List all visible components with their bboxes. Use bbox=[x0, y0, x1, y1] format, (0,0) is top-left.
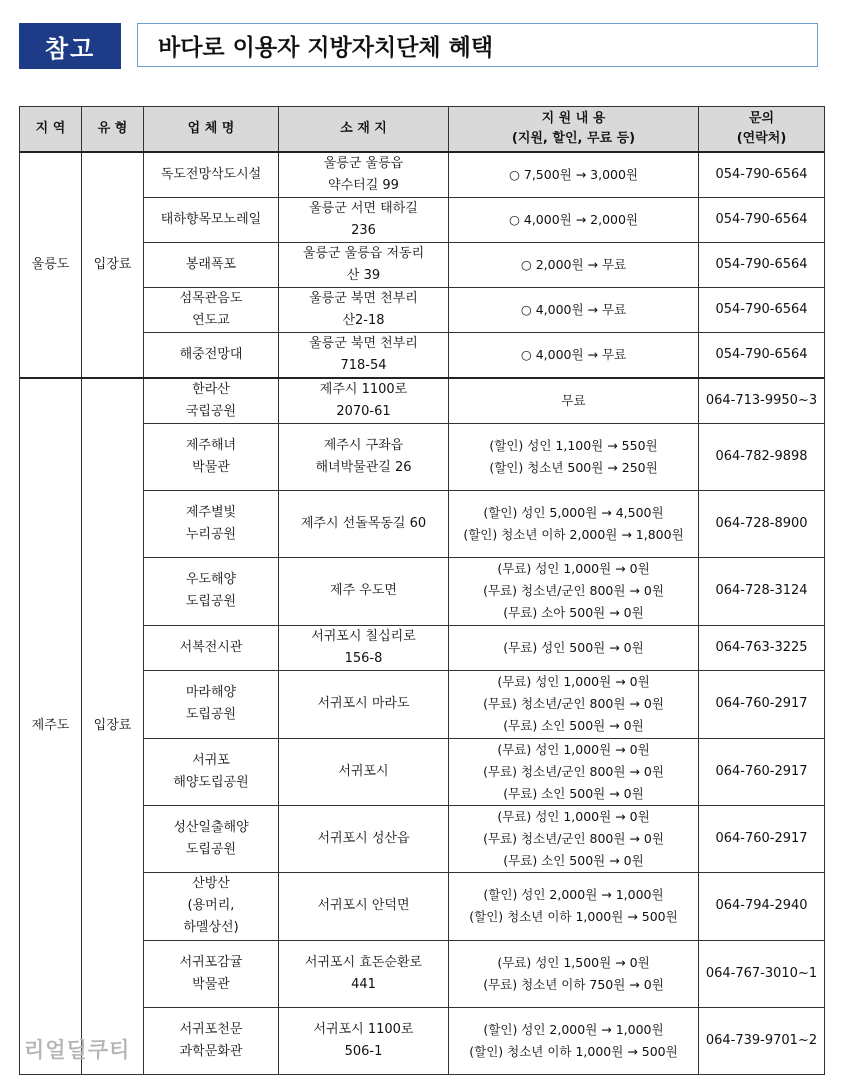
contact-cell: 064-794-2940 bbox=[699, 872, 825, 940]
support-line: ○ 2,000원 → 무료 bbox=[520, 256, 627, 272]
location-cell: 울릉군 북면 천부리 718-54 bbox=[279, 332, 449, 378]
benefits-table bbox=[19, 106, 825, 1075]
business-name-cell: 섬목관음도 연도교 bbox=[144, 287, 279, 332]
business-name-cell: 우도해양 도립공원 bbox=[144, 557, 279, 625]
contact-cell: 064-763-3225 bbox=[699, 625, 825, 670]
business-name-cell: 서귀포천문 과학문화관 bbox=[144, 1007, 279, 1074]
business-name-cell: 봉래폭포 bbox=[144, 242, 279, 287]
contact-cell: 054-790-6564 bbox=[699, 332, 825, 378]
contact-cell: 064-760-2917 bbox=[699, 670, 825, 738]
location-cell: 서귀포시 마라도 bbox=[279, 670, 449, 738]
support-line: (무료) 성인 500원 → 0원 bbox=[503, 639, 644, 655]
location-cell: 서귀포시 안덕면 bbox=[279, 872, 449, 940]
table-row bbox=[20, 378, 825, 424]
contact-cell: 054-790-6564 bbox=[699, 152, 825, 198]
support-line: (무료) 성인 1,000원 → 0원 bbox=[497, 741, 650, 757]
support-cell bbox=[449, 940, 699, 1007]
contact-cell: 064-767-3010~1 bbox=[699, 940, 825, 1007]
support-line: (무료) 청소년/군인 800원 → 0원 bbox=[483, 696, 664, 711]
support-line: ○ 4,000원 → 무료 bbox=[520, 346, 627, 362]
col-business: 업 체 명 bbox=[144, 107, 279, 152]
support-line: (무료) 성인 1,500원 → 0원 bbox=[497, 954, 650, 970]
support-cell bbox=[449, 242, 699, 287]
location-cell: 제주시 구좌읍 해녀박물관길 26 bbox=[279, 423, 449, 490]
support-cell bbox=[449, 557, 699, 625]
contact-cell: 054-790-6564 bbox=[699, 242, 825, 287]
watermark: 리얼딜쿠티 bbox=[24, 1038, 131, 1062]
type-cell: 입장료 bbox=[82, 152, 144, 378]
col-region: 지 역 bbox=[20, 107, 82, 152]
business-name-cell: 서귀포 해양도립공원 bbox=[144, 738, 279, 805]
location-cell: 서귀포시 bbox=[279, 738, 449, 805]
business-name-cell: 제주해녀 박물관 bbox=[144, 423, 279, 490]
support-line: (할인) 청소년 이하 1,000원 → 500원 bbox=[469, 1043, 678, 1059]
business-name-cell: 서복전시관 bbox=[144, 625, 279, 670]
page-header bbox=[19, 23, 820, 69]
location-cell: 제주 우도면 bbox=[279, 557, 449, 625]
support-cell bbox=[449, 625, 699, 670]
support-cell bbox=[449, 378, 699, 424]
col-contact-subtitle: (연락처) bbox=[736, 130, 787, 146]
location-cell: 서귀포시 칠십리로 156-8 bbox=[279, 625, 449, 670]
support-line: (할인) 청소년 이하 1,000원 → 500원 bbox=[469, 909, 678, 924]
business-name-cell: 제주별빛 누리공원 bbox=[144, 490, 279, 557]
contact-cell: 064-728-3124 bbox=[699, 557, 825, 625]
support-line: (무료) 소아 500원 → 0원 bbox=[503, 605, 644, 620]
support-cell bbox=[449, 805, 699, 872]
page-title: 바다로 이용자 지방자치단체 혜택 bbox=[137, 23, 818, 67]
table-body bbox=[20, 152, 825, 1075]
support-line: (무료) 청소년/군인 800원 → 0원 bbox=[483, 763, 664, 779]
contact-cell: 064-728-8900 bbox=[699, 490, 825, 557]
contact-cell: 064-739-9701~2 bbox=[699, 1007, 825, 1074]
location-cell: 울릉군 울릉읍 약수터길 99 bbox=[279, 152, 449, 198]
support-line: (무료) 소인 500원 → 0원 bbox=[503, 785, 644, 801]
location-cell: 서귀포시 효돈순환로 441 bbox=[279, 940, 449, 1007]
support-cell bbox=[449, 872, 699, 940]
support-line: (무료) 청소년 이하 750원 → 0원 bbox=[483, 976, 664, 992]
business-name-cell: 산방산 (용머리, 하멜상선) bbox=[144, 872, 279, 940]
support-cell bbox=[449, 490, 699, 557]
support-line: 무료 bbox=[561, 392, 586, 408]
business-name-cell: 성산일출해양 도립공원 bbox=[144, 805, 279, 872]
support-cell bbox=[449, 423, 699, 490]
location-cell: 서귀포시 1100로 506-1 bbox=[279, 1007, 449, 1074]
table-row bbox=[20, 152, 825, 198]
support-line: ○ 4,000원 → 2,000원 bbox=[508, 211, 639, 227]
support-cell bbox=[449, 152, 699, 198]
location-cell: 서귀포시 성산읍 bbox=[279, 805, 449, 872]
business-name-cell: 태하향목모노레일 bbox=[144, 197, 279, 242]
col-contact-title: 문의 bbox=[748, 110, 775, 126]
support-line: ○ 4,000원 → 무료 bbox=[520, 301, 627, 317]
support-line: (할인) 청소년 이하 2,000원 → 1,800원 bbox=[463, 526, 684, 542]
type-cell: 입장료 bbox=[82, 378, 144, 1075]
business-name-cell: 마라해양 도립공원 bbox=[144, 670, 279, 738]
business-name-cell: 해중전망대 bbox=[144, 332, 279, 378]
support-line: (할인) 성인 2,000원 → 1,000원 bbox=[483, 1021, 664, 1037]
support-line: (할인) 청소년 500원 → 250원 bbox=[489, 459, 658, 475]
support-cell bbox=[449, 670, 699, 738]
location-cell: 제주시 1100로 2070-61 bbox=[279, 378, 449, 424]
col-support-title: 지 원 내 용 bbox=[541, 110, 606, 126]
support-cell bbox=[449, 197, 699, 242]
support-cell bbox=[449, 332, 699, 378]
reference-tag: 참고 bbox=[19, 23, 121, 69]
support-line: (무료) 성인 1,000원 → 0원 bbox=[497, 674, 650, 689]
col-type: 유 형 bbox=[82, 107, 144, 152]
col-contact bbox=[699, 107, 825, 152]
contact-cell: 064-760-2917 bbox=[699, 738, 825, 805]
location-cell: 울릉군 북면 천부리 산2-18 bbox=[279, 287, 449, 332]
col-location: 소 재 지 bbox=[279, 107, 449, 152]
support-line: (무료) 청소년/군인 800원 → 0원 bbox=[483, 583, 664, 598]
region-cell: 제주도 bbox=[20, 378, 82, 1075]
contact-cell: 064-713-9950~3 bbox=[699, 378, 825, 424]
location-cell: 울릉군 서면 태하길 236 bbox=[279, 197, 449, 242]
support-line: (할인) 성인 2,000원 → 1,000원 bbox=[483, 887, 664, 902]
support-line: (할인) 성인 1,100원 → 550원 bbox=[489, 437, 658, 453]
contact-cell: 064-760-2917 bbox=[699, 805, 825, 872]
support-line: ○ 7,500원 → 3,000원 bbox=[508, 166, 639, 182]
support-line: (할인) 성인 5,000원 → 4,500원 bbox=[483, 504, 664, 520]
support-line: (무료) 소인 500원 → 0원 bbox=[503, 718, 644, 733]
business-name-cell: 서귀포감귤 박물관 bbox=[144, 940, 279, 1007]
region-cell: 울릉도 bbox=[20, 152, 82, 378]
contact-cell: 064-782-9898 bbox=[699, 423, 825, 490]
support-cell bbox=[449, 287, 699, 332]
support-cell bbox=[449, 1007, 699, 1074]
support-line: (무료) 성인 1,000원 → 0원 bbox=[497, 808, 650, 824]
support-line: (무료) 성인 1,000원 → 0원 bbox=[497, 561, 650, 576]
support-cell bbox=[449, 738, 699, 805]
col-support-subtitle: (지원, 할인, 무료 등) bbox=[511, 130, 636, 146]
contact-cell: 054-790-6564 bbox=[699, 197, 825, 242]
col-support bbox=[449, 107, 699, 152]
business-name-cell: 독도전망삭도시설 bbox=[144, 152, 279, 198]
location-cell: 제주시 선돌목동길 60 bbox=[279, 490, 449, 557]
contact-cell: 054-790-6564 bbox=[699, 287, 825, 332]
support-line: (무료) 소인 500원 → 0원 bbox=[503, 852, 644, 868]
table-header-row bbox=[20, 107, 825, 152]
business-name-cell: 한라산 국립공원 bbox=[144, 378, 279, 424]
support-line: (무료) 청소년/군인 800원 → 0원 bbox=[483, 830, 664, 846]
location-cell: 울릉군 울릉읍 저동리 산 39 bbox=[279, 242, 449, 287]
